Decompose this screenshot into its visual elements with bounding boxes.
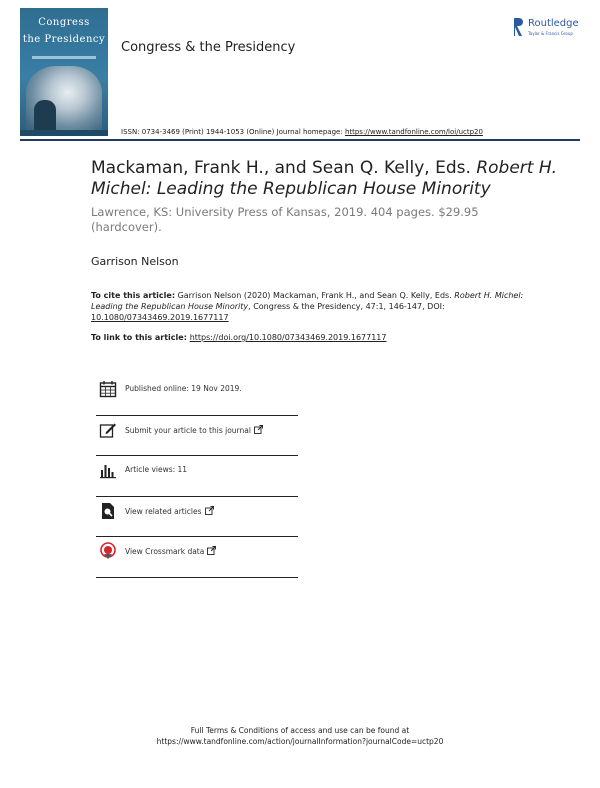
article-link-line [91,333,387,342]
action-related-articles[interactable] [96,497,298,538]
cover-bottom-band [20,130,108,136]
action-crossmark[interactable] [96,537,298,578]
publisher-tagline: Taylor & Francis Group [528,31,573,36]
journal-cover [20,8,108,136]
submit-article-text: Submit your article to this journal [125,425,251,435]
crossmark-text: View Crossmark data [125,547,205,556]
footer-line1: Full Terms & Conditions of access and use can be found at [190,726,410,735]
issn-line [121,128,483,136]
header-rule [20,139,580,141]
article-doi-url[interactable]: https://doi.org/10.1080/07343469.2019.1677117 [189,333,387,342]
submit-article-label[interactable] [125,425,263,435]
edit-icon [99,421,117,439]
action-article-views [96,456,298,497]
citation-doi-link[interactable]: 10.1080/07343469.2019.1677117 [91,313,229,322]
external-link-icon [205,506,214,515]
external-link-icon [254,425,263,434]
search-document-icon [99,502,117,520]
citation-text-after: , Congress & the Presidency, 47:1, 146-147, DOI: [248,302,445,311]
article-title [91,158,561,200]
action-published-online [96,375,298,416]
action-submit-article[interactable] [96,416,298,457]
article-link-label: To link to this article: [91,333,190,342]
citation-block [91,290,531,323]
crossmark-label[interactable] [125,546,216,556]
publisher-line: Lawrence, KS: University Press of Kansas, 2019. 404 pages. $29.95 (hardcover). [91,205,479,234]
crossmark-icon [99,542,117,560]
journal-title: Congress & the Presidency [121,40,296,55]
external-link-icon [207,546,216,555]
routledge-logo-icon [512,17,524,37]
published-online-label: Published online: 19 Nov 2019. [125,384,242,393]
article-title-italic: Robert H. Michel: Leading the Republican House Minority [91,158,558,199]
bar-chart-icon [99,461,117,479]
cover-title-line1: Congress [38,17,90,28]
citation-label: To cite this article: [91,291,176,300]
publisher-logo [512,17,596,39]
article-actions [96,375,298,578]
cover-strip [32,56,96,59]
calendar-icon [99,380,117,398]
footer [0,725,600,747]
citation-text-before: Garrison Nelson (2020) Mackaman, Frank H., and Sean Q. Kelly, Eds. [175,291,455,300]
journal-homepage-link[interactable]: https://www.tandfonline.com/loi/uctp20 [344,128,483,136]
related-articles-text: View related articles [125,506,202,516]
author-name: Garrison Nelson [91,255,179,268]
issn-text: ISSN: 0734-3469 (Print) 1944-1053 (Online) Journal homepage: [121,128,345,136]
cover-silhouette [34,100,56,134]
publisher-name: Routledge [528,18,579,29]
citation-book-title: Robert H. Michel: Leading the Republican House Minority [91,291,524,311]
article-title-plain: Mackaman, Frank H., and Sean Q. Kelly, Eds. [91,158,477,178]
related-articles-label[interactable] [125,506,214,516]
cover-title-line2: the Presidency [22,34,106,45]
article-views-label: Article views: 11 [125,465,188,474]
footer-terms-link[interactable]: https://www.tandfonline.com/action/journalInformation?journalCode=uctp20 [156,737,444,746]
